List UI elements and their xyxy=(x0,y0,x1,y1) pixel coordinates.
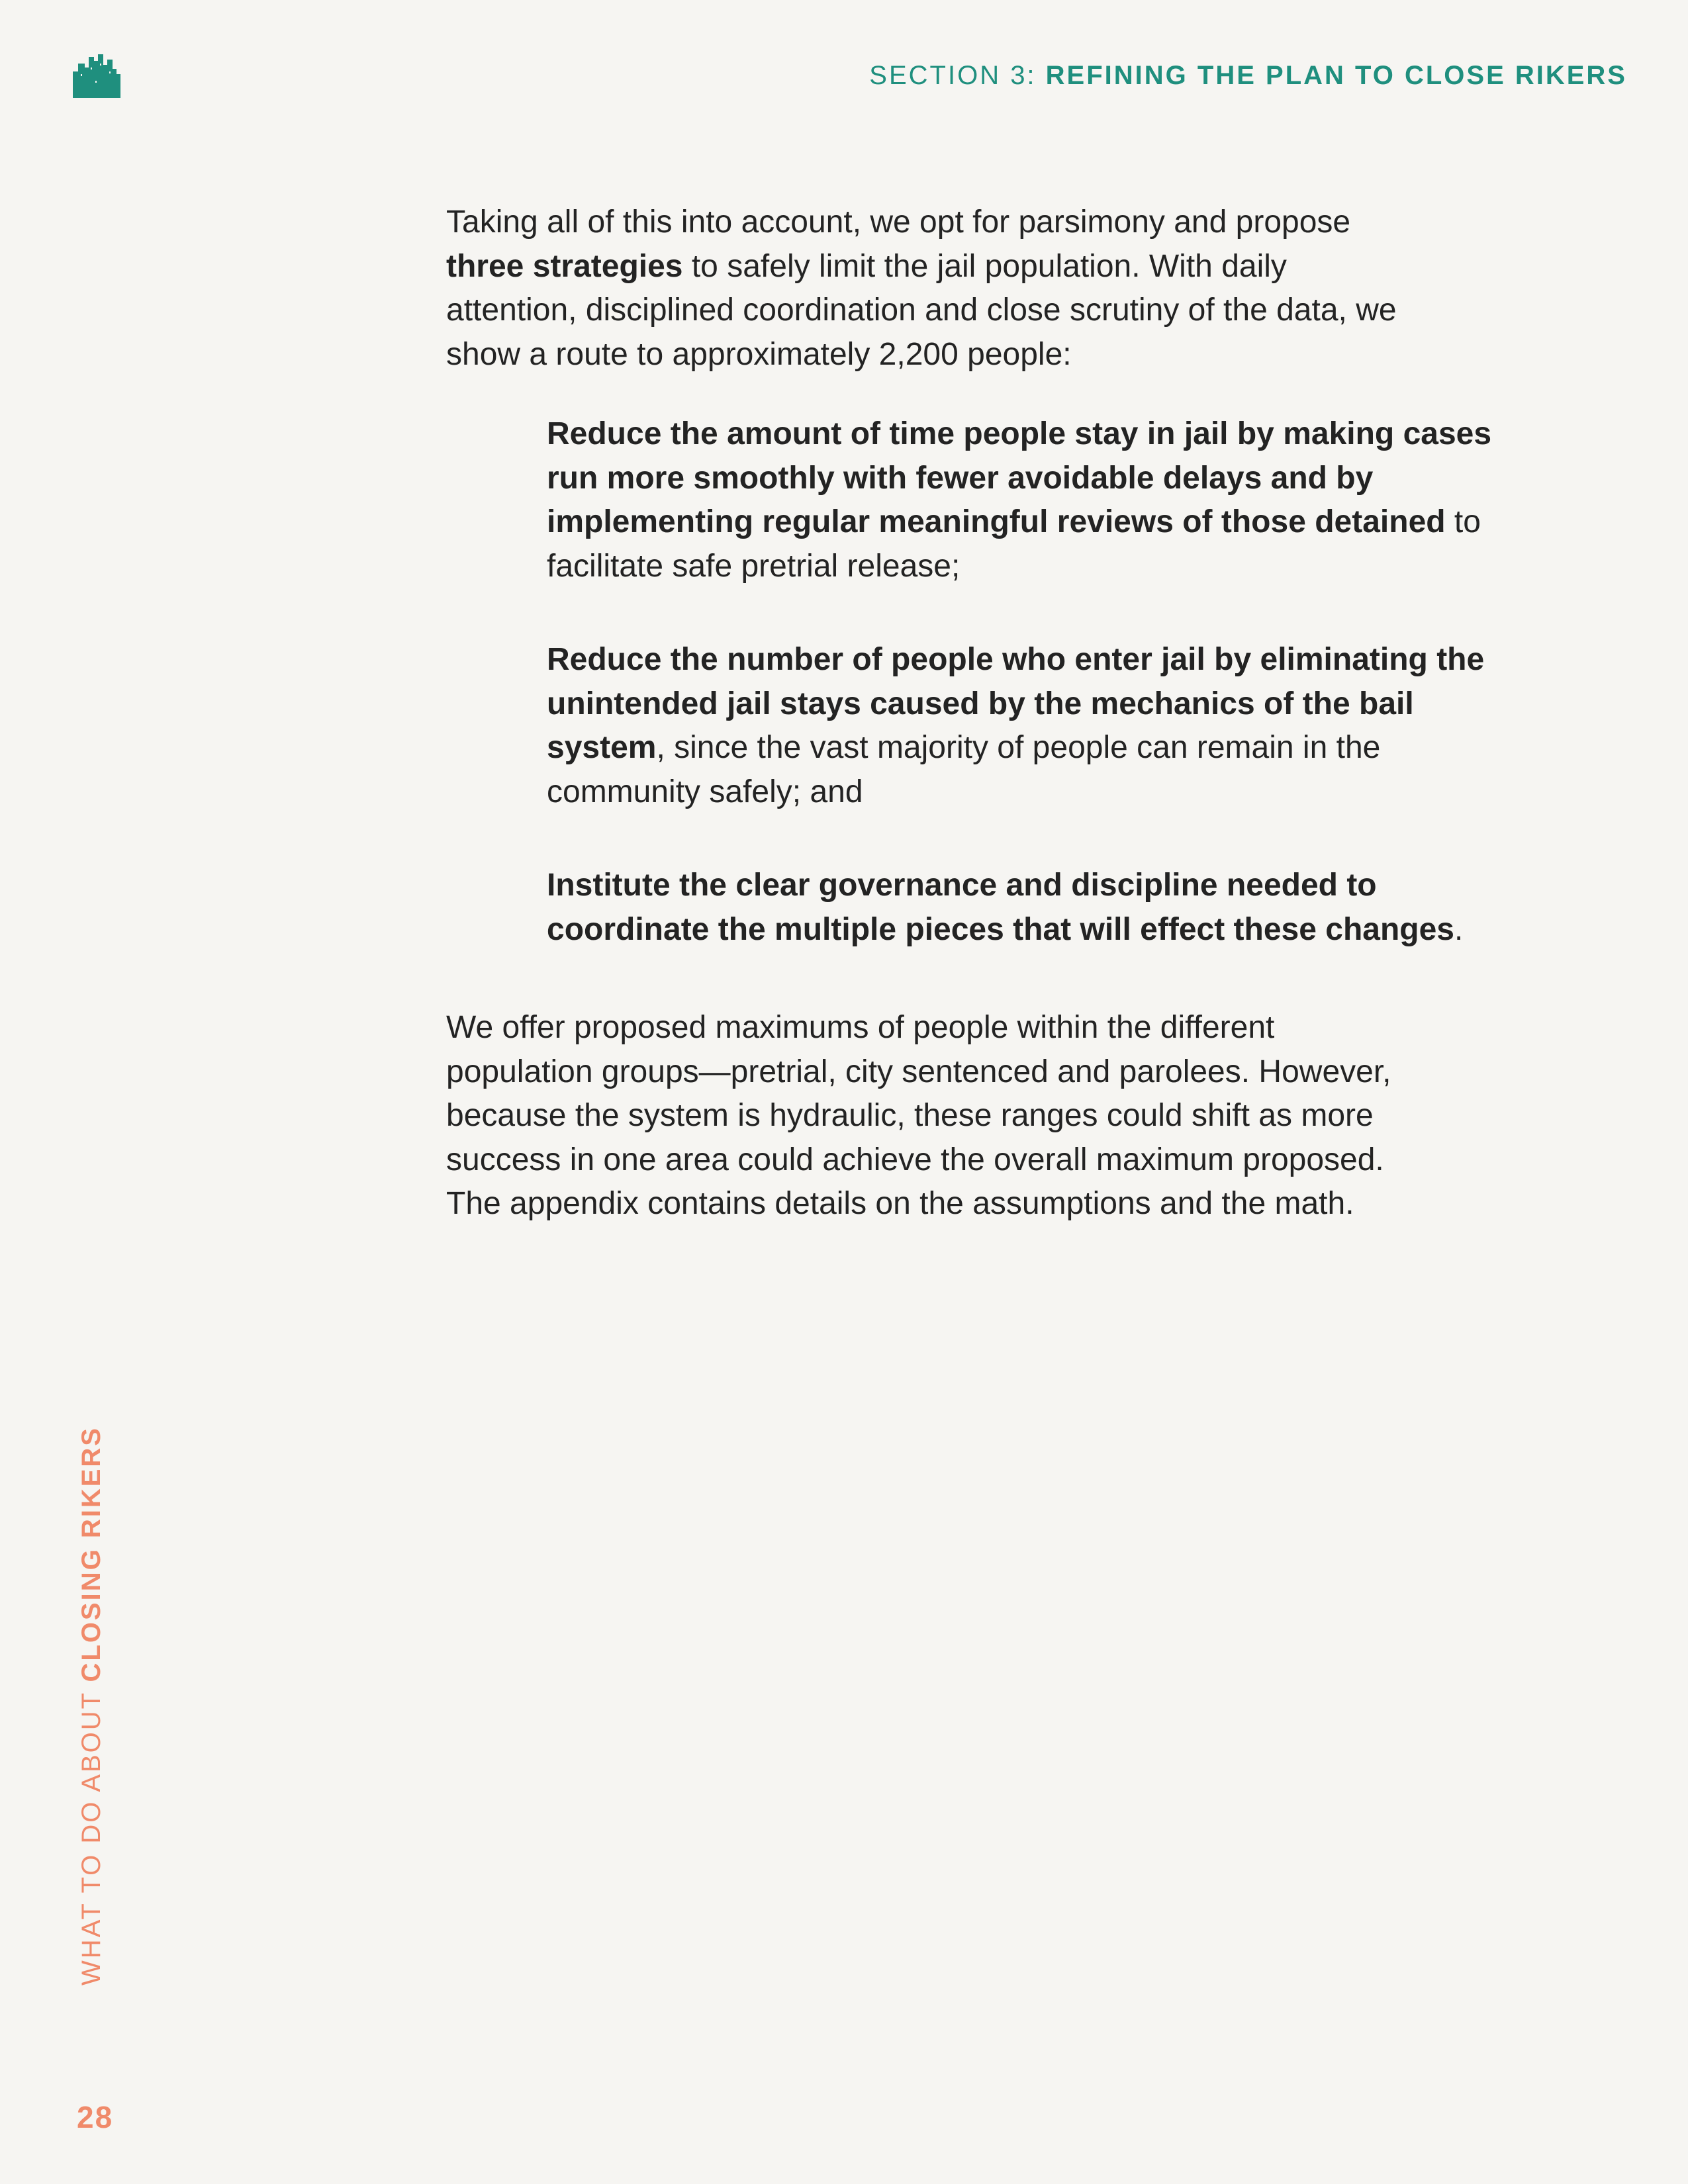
intro-bold: three strategies xyxy=(446,248,683,284)
strategy-list xyxy=(446,412,1492,952)
intro-text-after: to safely limit the jail population. With daily attention, disciplined coordination and close scrutiny of the data, we show a route to approximately 2,200 people: xyxy=(446,248,1397,372)
strategy-rest: . xyxy=(1454,911,1464,947)
strategy-bold: Reduce the amount of time people stay in jail by making cases run more smoothly with fewer avoidable delays and by implementing regular meaningful reviews of those detained xyxy=(547,416,1492,539)
strategy-item xyxy=(547,412,1492,588)
page-number: 28 xyxy=(77,2100,114,2134)
strategy-item xyxy=(547,638,1492,814)
side-title-main: CLOSING RIKERS xyxy=(77,1426,106,1682)
main-content xyxy=(446,201,1492,1226)
closing-paragraph: We offer proposed maximums of people within the different population groups—pretrial, city sentenced and parolees. However, because the system is hydraulic, these ranges could shift as more success in one area could achieve the overall maximum proposed. The appendix contains details on the assumptions and the math. xyxy=(446,1010,1391,1221)
strategy-bold: Institute the clear governance and discipline needed to coordinate the multiple pieces that will effect these changes xyxy=(547,868,1454,947)
intro-paragraph xyxy=(446,201,1413,377)
side-title-prefix: WHAT TO DO ABOUT xyxy=(77,1691,106,1985)
strategy-item xyxy=(547,864,1492,952)
section-header xyxy=(869,61,1627,91)
city-skyline-icon xyxy=(73,54,120,98)
section-title: REFINING THE PLAN TO CLOSE RIKERS xyxy=(1045,61,1627,90)
strategy-rest: , since the vast majority of people can remain in the community safely; and xyxy=(547,730,1381,809)
intro-text-before: Taking all of this into account, we opt for parsimony and propose xyxy=(446,205,1351,240)
strategy-bold: Reduce the number of people who enter jail by eliminating the unintended jail stays caused by the mechanics of the bail system xyxy=(547,642,1485,765)
document-side-title xyxy=(77,1426,107,1985)
section-label: SECTION 3: xyxy=(869,61,1037,90)
strategy-rest: to facilitate safe pretrial release; xyxy=(547,504,1481,584)
